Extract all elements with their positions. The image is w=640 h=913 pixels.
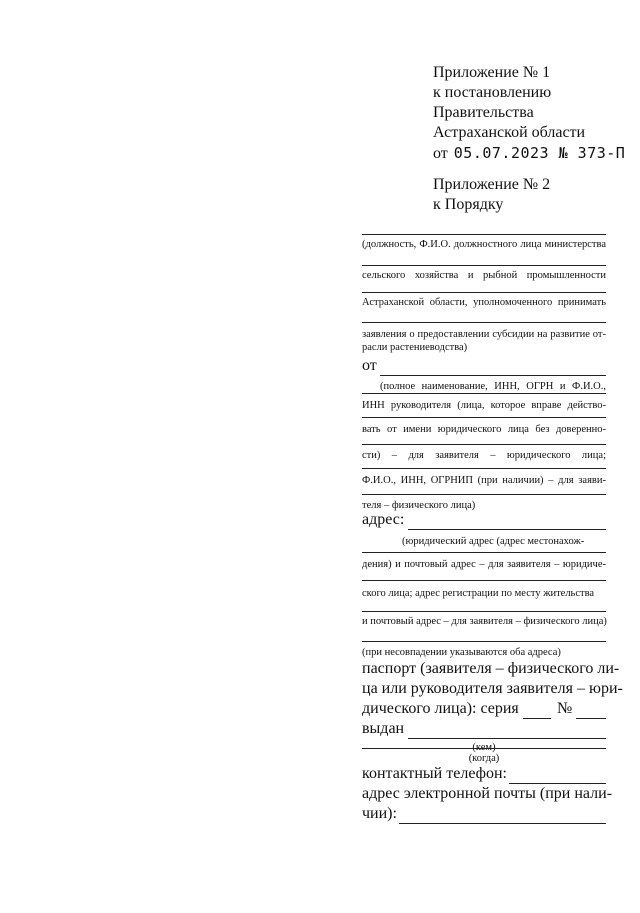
email-row — [362, 804, 606, 824]
address-line-5[interactable] — [362, 641, 606, 642]
from-line-4[interactable] — [362, 444, 606, 445]
annex-1-resolution: к постановлению — [433, 84, 552, 101]
from-field[interactable] — [362, 356, 606, 393]
passport-by-whom-caption: (кем) — [472, 742, 496, 753]
passport-series-label: дического лица): серия — [362, 700, 519, 717]
recipient-field-3[interactable] — [362, 292, 606, 309]
address-caption-4: и почтовый адрес – для заявителя – физического лица) — [362, 616, 607, 627]
recipient-line-4[interactable] — [362, 322, 606, 323]
from-field-3[interactable] — [362, 417, 606, 436]
annex-2-title: Приложение № 2 — [433, 176, 551, 193]
email-input[interactable] — [399, 809, 606, 824]
address-caption-2: дения) и почтовый адрес – для заявителя – юридиче- — [362, 559, 606, 570]
passport-issued-input[interactable] — [408, 724, 606, 739]
address-line-2[interactable] — [362, 552, 606, 553]
annex-1-region: Астраханской области — [433, 124, 586, 141]
passport-series-row — [362, 699, 606, 719]
passport-line-2: ца или руководителя заявителя – юри- — [362, 680, 623, 697]
from-line-5[interactable] — [362, 468, 606, 469]
passport-line-1: паспорт (заявителя – физического ли- — [362, 660, 620, 677]
annex-2-to-procedure: к Порядку — [433, 196, 504, 213]
email-line-1: адрес электронной почты (при нали- — [362, 785, 613, 802]
from-caption-1: (полное наименование, ИНН, ОГРН и Ф.И.О., — [380, 381, 606, 392]
recipient-caption-1: (должность, Ф.И.О. должностного лица министерства — [362, 239, 606, 250]
resolution-date-line — [433, 143, 625, 164]
address-field-4[interactable] — [362, 611, 606, 628]
from-line-3[interactable] — [362, 417, 606, 418]
address-line-3[interactable] — [362, 580, 606, 581]
address-caption-1: (юридический адрес (адрес местонахож- — [402, 536, 585, 547]
from-line-2[interactable] — [362, 393, 606, 394]
from-caption-6: теля – физического лица) — [362, 500, 476, 511]
recipient-caption-3: Астраханской области, уполномоченного принимать — [362, 297, 606, 308]
address-label: адрес: — [362, 511, 405, 528]
passport-issued-label: выдан — [362, 720, 405, 737]
annex-1-government: Правительства — [433, 104, 534, 121]
from-caption-5: Ф.И.О., ИНН, ОГРНИП (при наличии) – для заяви- — [362, 475, 606, 486]
from-field-2[interactable] — [362, 393, 606, 412]
from-caption-4: сти) – для заявителя – юридического лица; — [362, 450, 606, 461]
passport-block — [362, 659, 623, 754]
address-field-2[interactable] — [362, 552, 606, 571]
from-input-line[interactable] — [380, 361, 606, 376]
email-label: чии): — [362, 805, 397, 822]
address-field-5[interactable] — [362, 641, 606, 659]
recipient-field-4[interactable] — [362, 322, 606, 354]
passport-number-input[interactable] — [576, 704, 606, 719]
phone-label: контактный телефон: — [362, 765, 507, 782]
from-prefix: от — [433, 145, 448, 162]
recipient-field[interactable] — [362, 234, 606, 251]
passport-date-field[interactable] — [362, 748, 606, 765]
passport-number-label: № — [556, 700, 573, 717]
recipient-line-3[interactable] — [362, 292, 606, 293]
from-line-6[interactable] — [362, 494, 606, 495]
from-caption-2: ИНН руководителя (лица, которое вправе действо- — [362, 400, 606, 411]
passport-date-line[interactable] — [362, 748, 606, 749]
from-field-5[interactable] — [362, 468, 606, 487]
passport-when-caption: (когда) — [468, 753, 500, 764]
contacts-block — [362, 764, 613, 824]
from-label: от — [362, 357, 377, 374]
annex-1-title: Приложение № 1 — [433, 64, 551, 81]
recipient-line-1[interactable] — [362, 234, 606, 235]
recipient-caption-4: заявления о предоставлении субсидии на развитие от- — [362, 329, 606, 340]
from-field-4[interactable] — [362, 444, 606, 462]
recipient-caption-5: расли растениеводства) — [362, 342, 468, 353]
address-line-4[interactable] — [362, 611, 606, 612]
address-input-line[interactable] — [408, 515, 606, 530]
address-field[interactable] — [362, 510, 606, 548]
passport-issued-row — [362, 719, 606, 739]
recipient-line-2[interactable] — [362, 265, 606, 266]
passport-series-input[interactable] — [523, 704, 551, 719]
from-caption-3: вать от имени юридического лица без доверенно- — [362, 424, 606, 435]
resolution-stamp: 05.07.2023 № 373-П — [453, 144, 626, 162]
address-field-3[interactable] — [362, 580, 606, 600]
phone-input[interactable] — [509, 769, 606, 784]
recipient-caption-2: сельского хозяйства и рыбной промышленности — [362, 270, 606, 281]
phone-row — [362, 764, 606, 784]
address-caption-3: ского лица; адрес регистрации по месту жительства — [362, 588, 595, 599]
address-caption-5: (при несовпадении указываются оба адреса) — [362, 647, 561, 658]
recipient-field-2[interactable] — [362, 265, 606, 282]
